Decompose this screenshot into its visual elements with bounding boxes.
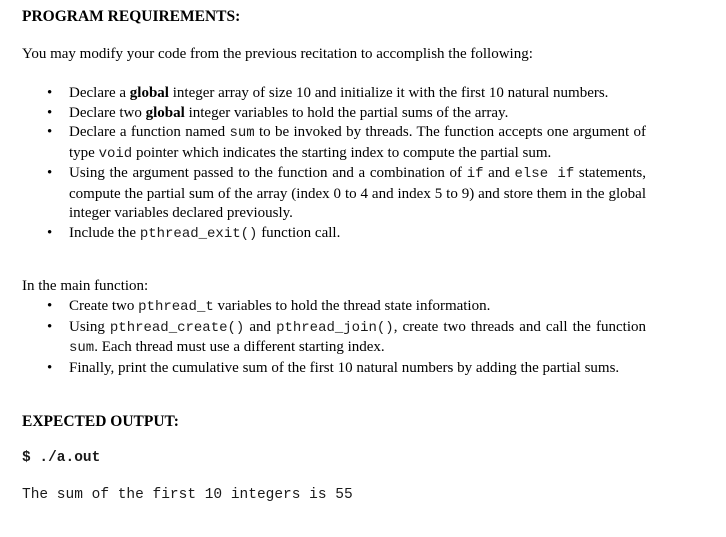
- main-function-intro: In the main function:: [22, 278, 149, 294]
- text-run: , create two threads and call the function: [393, 318, 646, 335]
- text-run: function call.: [257, 224, 341, 241]
- list-item: [0, 359, 726, 379]
- code-token: pthread_t: [138, 299, 214, 315]
- requirements-list: [0, 84, 726, 244]
- list-item: [0, 123, 726, 164]
- shell-command: $ ./a.out: [22, 450, 101, 466]
- text-run: Using: [69, 318, 110, 335]
- code-token: pthread_join(): [276, 319, 394, 336]
- code-token: sum: [229, 125, 255, 141]
- bullet-icon: •: [47, 298, 53, 314]
- code-token: if: [466, 166, 484, 182]
- expected-output-heading: EXPECTED OUTPUT:: [22, 413, 179, 430]
- list-item: [0, 224, 726, 245]
- code-token: void: [98, 145, 133, 162]
- text-run: variables to hold the thread state information.: [213, 298, 491, 314]
- bullet-icon: •: [47, 224, 53, 241]
- code-token: pthread_create(): [109, 319, 245, 336]
- list-item: [0, 104, 726, 124]
- main-function-list: [0, 297, 726, 378]
- text-run: and: [244, 318, 277, 335]
- text-run: to be invoked by threads. The function accepts one argument of type: [69, 124, 646, 161]
- code-token: else if: [514, 166, 575, 182]
- bold-text: global: [145, 104, 185, 121]
- text-run: statements, compute the partial sum of the array (index 0 to 4 and index 5 to 9) and store them in the global integer variables declared previously.: [69, 165, 646, 221]
- list-item: [0, 318, 726, 359]
- code-token: pthread_exit(): [139, 225, 258, 242]
- text-run: and: [483, 165, 515, 181]
- bullet-icon: •: [47, 124, 53, 140]
- text-run: Declare a: [69, 85, 130, 101]
- program-output: The sum of the first 10 integers is 55: [22, 487, 353, 503]
- text-run: Create two: [69, 298, 139, 314]
- bullet-icon: •: [47, 165, 53, 181]
- list-item: [0, 297, 726, 318]
- code-token: sum: [69, 340, 95, 356]
- text-run: Declare two: [69, 104, 146, 121]
- requirements-heading: PROGRAM REQUIREMENTS:: [22, 8, 241, 25]
- bullet-icon: •: [47, 318, 53, 335]
- text-run: Declare a function named: [69, 124, 230, 140]
- requirements-intro: You may modify your code from the previous recitation to accomplish the following:: [22, 46, 533, 62]
- text-run: Using the argument passed to the function and a combination of: [69, 165, 467, 181]
- list-item: [0, 164, 726, 224]
- bullet-icon: •: [47, 104, 53, 121]
- bold-text: global: [129, 85, 169, 101]
- text-run: pointer which indicates the starting index to compute the partial sum.: [132, 144, 552, 161]
- text-run: integer array of size 10 and initialize it with the first 10 natural numbers.: [168, 85, 609, 101]
- bullet-icon: •: [47, 359, 53, 376]
- text-run: . Each thread must use a different starting index.: [94, 339, 385, 355]
- text-run: integer variables to hold the partial sums of the array.: [184, 104, 509, 121]
- text-run: Finally, print the cumulative sum of the first 10 natural numbers by adding the partial sums.: [69, 359, 620, 376]
- bullet-icon: •: [47, 85, 53, 101]
- text-run: Include the: [69, 224, 140, 241]
- list-item: [0, 84, 726, 104]
